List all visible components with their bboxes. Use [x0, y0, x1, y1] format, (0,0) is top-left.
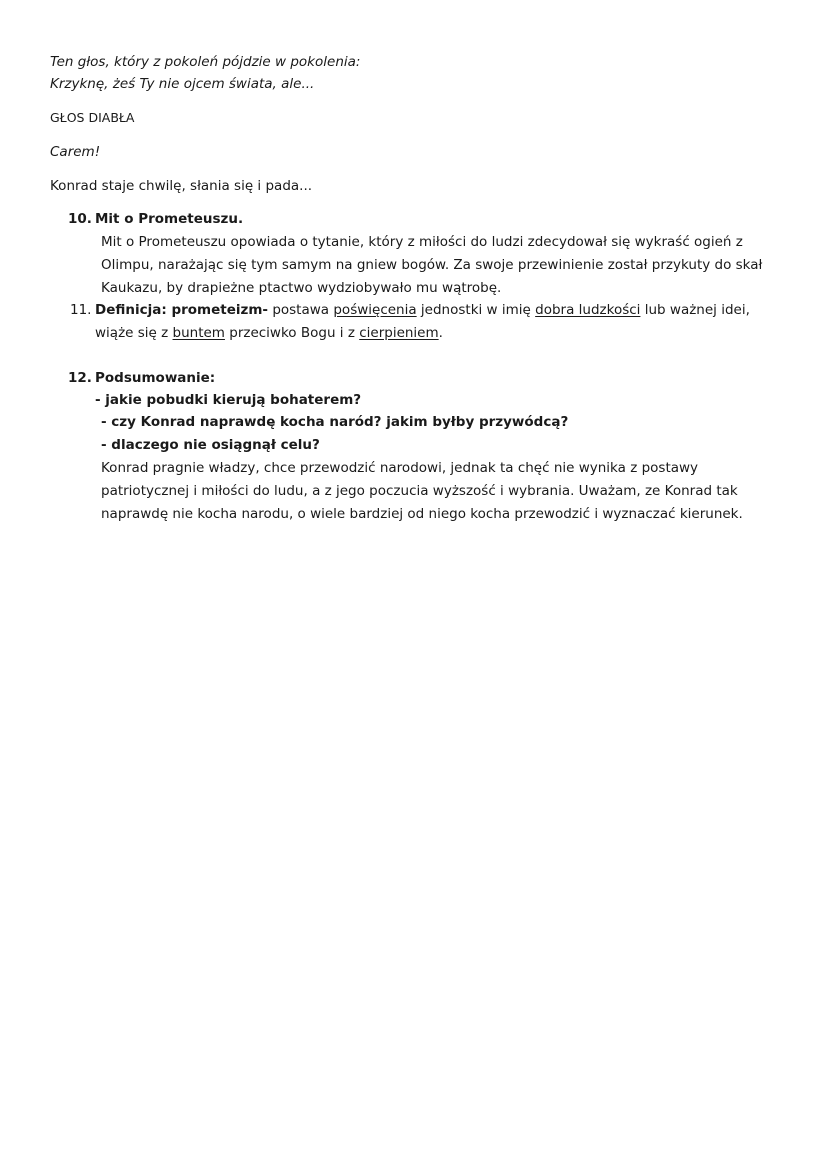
item-10-title: Mit o Prometeuszu.	[95, 211, 244, 227]
item-10-text-line: Kaukazu, by drapieżne ptactwo wydziobywało mu wątrobę.	[101, 280, 502, 296]
item-12-title: Podsumowanie:	[95, 370, 216, 386]
underlined-term-buntem: buntem	[172, 325, 225, 341]
item-12-text-line: naprawdę nie kocha narodu, o wiele bardziej od niego kocha przewodzić i wyznaczać kierunek.	[101, 506, 743, 522]
item-11-text: lub ważnej idei,	[640, 302, 750, 318]
question-3: - dlaczego nie osiągnął celu?	[101, 437, 320, 453]
item-11-text: postawa	[268, 302, 334, 318]
item-11-text: .	[438, 325, 443, 341]
speaker-label: GŁOS DIABŁA	[50, 110, 135, 125]
verse-line-2: Krzyknę, żeś Ty nie ojcem świata, ale...	[50, 76, 315, 92]
question-2: - czy Konrad naprawdę kocha naród? jakim byłby przywódcą?	[101, 414, 569, 430]
item-11-title: Definicja: prometeizm-	[95, 302, 269, 318]
reply-line: Carem!	[50, 144, 101, 160]
item-11-text: wiąże się z	[95, 325, 173, 341]
item-11-line-1	[95, 299, 750, 321]
item-12-number: 12.	[68, 370, 92, 386]
underlined-term-dobra-ludzkosci: dobra ludzkości	[535, 302, 641, 318]
item-12-text-line: Konrad pragnie władzy, chce przewodzić narodowi, jednak ta chęć nie wynika z postawy	[101, 460, 699, 476]
item-11-number: 11.	[70, 302, 92, 318]
question-1: - jakie pobudki kierują bohaterem?	[95, 392, 362, 408]
verse-line-1: Ten głos, który z pokoleń pójdzie w pokolenia:	[50, 54, 361, 70]
stage-direction: Konrad staje chwilę, słania się i pada...	[50, 178, 313, 194]
underlined-term-cierpieniem: cierpieniem	[359, 325, 439, 341]
item-10-number: 10.	[68, 211, 92, 227]
item-11-line-2	[95, 322, 443, 344]
item-11-text: jednostki w imię	[416, 302, 536, 318]
underlined-term-poswiecenia: poświęcenia	[333, 302, 417, 318]
item-10-text-line: Mit o Prometeuszu opowiada o tytanie, który z miłości do ludzi zdecydował się wykraść ogień z	[101, 234, 743, 250]
item-12-text-line: patriotycznej i miłości do ludu, a z jego poczucia wyższość i wybrania. Uważam, ze Konrad tak	[101, 483, 738, 499]
item-11-text: przeciwko Bogu i z	[224, 325, 360, 341]
item-10-text-line: Olimpu, narażając się tym samym na gniew bogów. Za swoje przewinienie został przykuty do skał	[101, 257, 763, 273]
